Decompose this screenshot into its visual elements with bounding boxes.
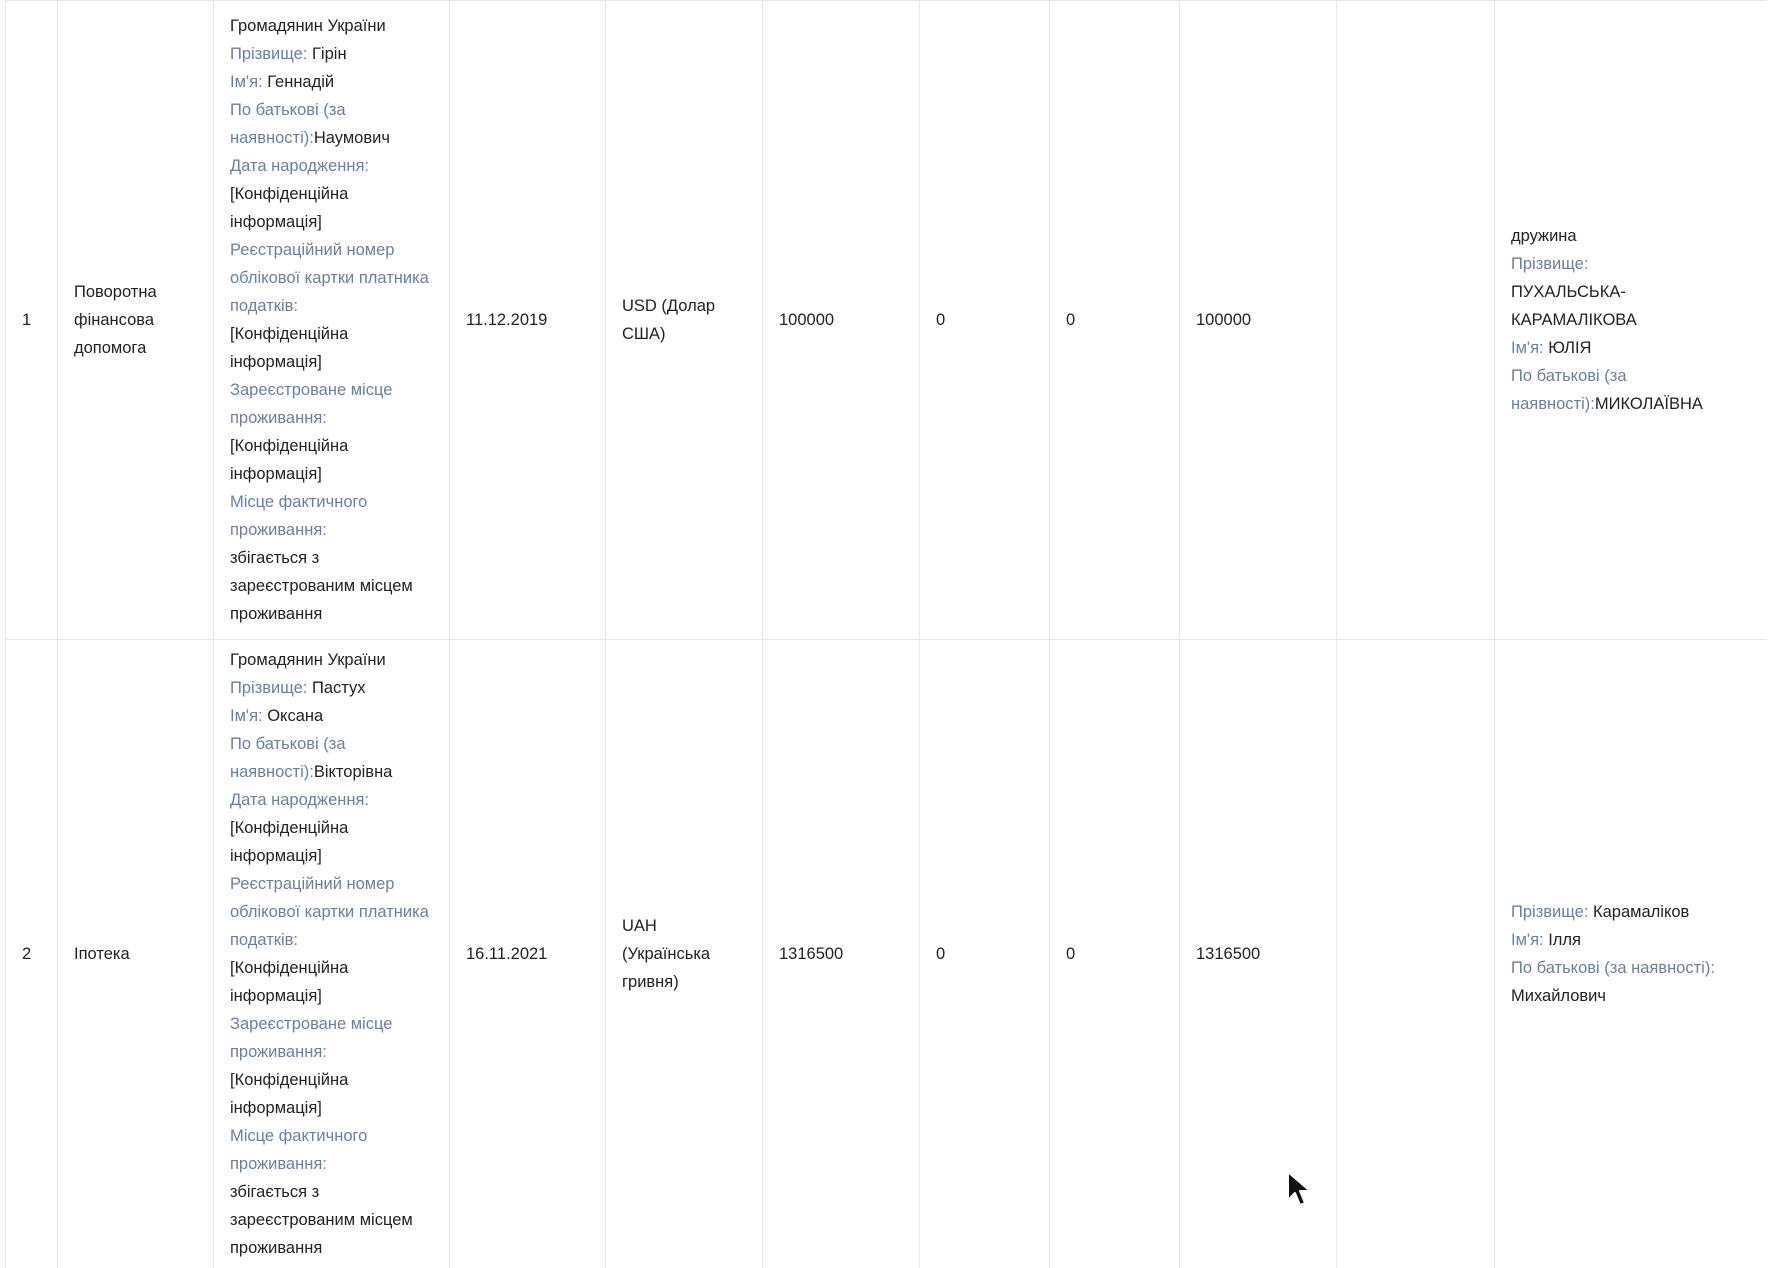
value-cell: 0	[1050, 640, 1180, 1268]
surname-label: Прізвище:	[1511, 255, 1589, 273]
registered-address-value: [Конфіденційна інформація]	[230, 1071, 349, 1117]
actual-address-value: збігається з зареєстрованим місцем проживання	[230, 549, 413, 623]
citizenship: Громадянин України	[230, 651, 386, 669]
registered-address-label: Зареєстроване місце проживання:	[230, 381, 393, 427]
financial-obligations-table	[5, 0, 1767, 1268]
tax-number-value: [Конфіденційна інформація]	[230, 325, 349, 371]
birth-date-label: Дата народження:	[230, 157, 369, 175]
patronymic-value: Михайлович	[1511, 987, 1606, 1005]
currency-cell: USD (Долар США)	[606, 1, 763, 640]
obligation-type: Іпотека	[58, 640, 214, 1268]
citizenship: Громадянин України	[230, 17, 386, 35]
surname-value: Пастух	[312, 679, 366, 697]
patronymic-value: Вікторівна	[313, 763, 393, 781]
surname-value: Карамаліков	[1593, 903, 1690, 921]
surname-value: ПУХАЛЬСЬКА-КАРАМАЛІКОВА	[1511, 283, 1637, 329]
name-label: Ім'я:	[1511, 931, 1544, 949]
name-value: Ілля	[1548, 931, 1581, 949]
table-row	[6, 1, 1768, 640]
name-label: Ім'я:	[230, 707, 263, 725]
birth-date-value: [Конфіденційна інформація]	[230, 819, 349, 865]
tax-number-label: Реєстраційний номер облікової картки платника податків:	[230, 875, 429, 949]
currency-cell: UAH (Українська гривня)	[606, 640, 763, 1268]
counterparty-person	[214, 1, 450, 640]
patronymic-label: По батькові (за наявності):	[1511, 367, 1627, 413]
declaration-table-container	[5, 0, 1767, 1268]
date-cell: 11.12.2019	[450, 1, 606, 640]
balance-cell: 100000	[1180, 1, 1337, 640]
birth-date-label: Дата народження:	[230, 791, 369, 809]
surname-label: Прізвище:	[230, 45, 308, 63]
date-cell: 16.11.2021	[450, 640, 606, 1268]
name-label: Ім'я:	[1511, 339, 1544, 357]
patronymic-label: По батькові (за наявності):	[230, 101, 346, 147]
name-value: Оксана	[267, 707, 324, 725]
birth-date-value: [Конфіденційна інформація]	[230, 185, 349, 231]
row-number: 2	[6, 640, 58, 1268]
related-person	[1495, 640, 1768, 1268]
tax-number-value: [Конфіденційна інформація]	[230, 959, 349, 1005]
table-row	[6, 640, 1768, 1268]
registered-address-value: [Конфіденційна інформація]	[230, 437, 349, 483]
name-value: ЮЛІЯ	[1548, 339, 1592, 357]
counterparty-person	[214, 640, 450, 1268]
relation-type: дружина	[1511, 227, 1577, 245]
surname-label: Прізвище:	[1511, 903, 1589, 921]
related-person	[1495, 1, 1768, 640]
patronymic-label: По батькові (за наявності):	[230, 735, 346, 781]
value-cell: 0	[920, 640, 1050, 1268]
row-number: 1	[6, 1, 58, 640]
patronymic-label: По батькові (за наявності):	[1511, 959, 1715, 977]
empty-cell	[1337, 640, 1495, 1268]
obligation-type: Поворотна фінансова допомога	[58, 1, 214, 640]
patronymic-value: Наумович	[313, 129, 390, 147]
mouse-pointer-icon	[1286, 1170, 1312, 1208]
patronymic-value: МИКОЛАЇВНА	[1594, 395, 1703, 413]
registered-address-label: Зареєстроване місце проживання:	[230, 1015, 393, 1061]
surname-label: Прізвище:	[230, 679, 308, 697]
name-label: Ім'я:	[230, 73, 263, 91]
actual-address-label: Місце фактичного проживання:	[230, 493, 368, 539]
balance-cell: 1316500	[1180, 640, 1337, 1268]
tax-number-label: Реєстраційний номер облікової картки платника податків:	[230, 241, 429, 315]
value-cell: 0	[1050, 1, 1180, 640]
empty-cell	[1337, 1, 1495, 640]
amount-cell: 1316500	[763, 640, 920, 1268]
value-cell: 0	[920, 1, 1050, 640]
surname-value: Гірін	[312, 45, 347, 63]
actual-address-label: Місце фактичного проживання:	[230, 1127, 368, 1173]
name-value: Геннадій	[267, 73, 335, 91]
actual-address-value: збігається з зареєстрованим місцем проживання	[230, 1183, 413, 1257]
amount-cell: 100000	[763, 1, 920, 640]
